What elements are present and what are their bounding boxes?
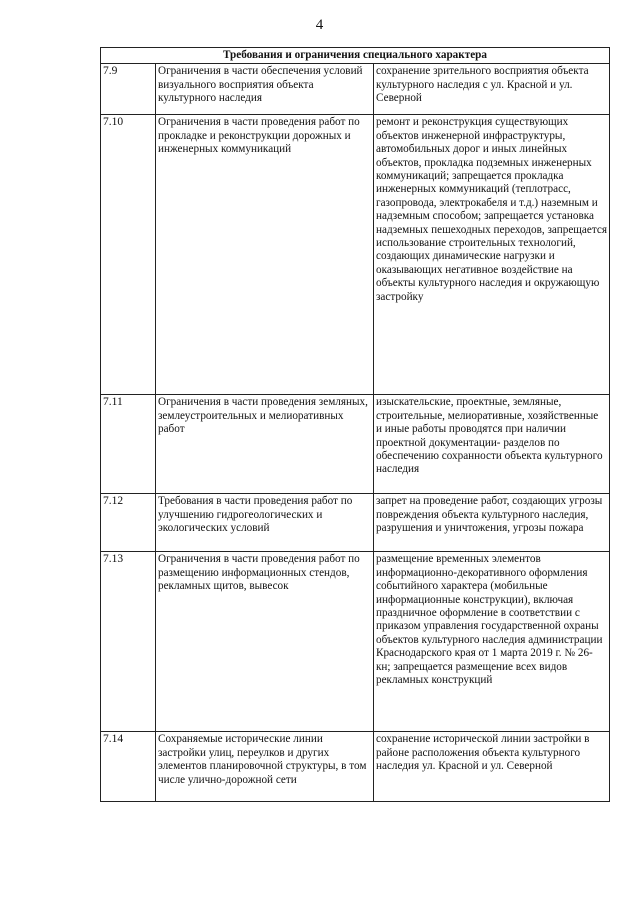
table-header-row [101, 48, 610, 64]
restriction-content: сохранение зрительного восприятия объекта культурного наследия с ул. Красной и ул. Северной [374, 64, 610, 115]
table-row [101, 64, 610, 115]
restriction-title: Ограничения в части проведения работ по размещению информационных стендов, рекламных щитов, вывесок [156, 552, 374, 732]
table-row [101, 395, 610, 494]
table-row [101, 494, 610, 552]
table-header: Требования и ограничения специального характера [101, 48, 610, 64]
restriction-content: ремонт и реконструкция существующих объектов инженерной инфраструктуры, автомобильных дорог и иных линейных объектов, прокладка подземных инженерных коммуникаций; запрещается прокладка инженерных коммуникаций (теплотрасс, газопровода, электрокабеля и т.д.) наземным и надземным способом; запрещается установка надземных пешеходных переходов, запрещается использование строительных технологий, создающих динамические нагрузки и оказывающих негативное воздействие на объекты культурного наследия и окружающую застройку [374, 115, 610, 395]
page-number: 4 [315, 17, 324, 33]
restriction-content: размещение временных элементов информационно-декоративного оформления событийного характера (мобильные информационные конструкции), включая праздничное оформление в соответствии с приказом управления государственной охраны объектов культурного наследия администрации Краснодарского края от 1 марта 2019 г. № 26-кн; запрещается размещение всех видов рекламных конструкций [374, 552, 610, 732]
row-number: 7.13 [101, 552, 156, 732]
restriction-title: Сохраняемые исторические линии застройки улиц, переулков и других элементов планировочной структуры, в том числе улично-дорожной сети [156, 732, 374, 802]
table-row [101, 115, 610, 395]
requirements-table [100, 47, 610, 802]
restriction-title: Требования в части проведения работ по улучшению гидрогеологических и экологических условий [156, 494, 374, 552]
row-number: 7.12 [101, 494, 156, 552]
restriction-content: изыскательские, проектные, земляные, строительные, мелиоративные, хозяйственные и иные работы проводятся при наличии проектной документации- разделов по обеспечению сохранности объекта культурного наследия [374, 395, 610, 494]
restriction-title: Ограничения в части обеспечения условий визуального восприятия объекта культурного наследия [156, 64, 374, 115]
row-number: 7.14 [101, 732, 156, 802]
row-number: 7.10 [101, 115, 156, 395]
restriction-content: запрет на проведение работ, создающих угрозы повреждения объекта культурного наследия, разрушения и уничтожения, угрозы пожара [374, 494, 610, 552]
row-number: 7.9 [101, 64, 156, 115]
restriction-title: Ограничения в части проведения земляных, землеустроительных и мелиоративных работ [156, 395, 374, 494]
restriction-content: сохранение исторической линии застройки в районе расположения объекта культурного наследия ул. Красной и ул. Северной [374, 732, 610, 802]
table-row [101, 732, 610, 802]
restriction-title: Ограничения в части проведения работ по прокладке и реконструкции дорожных и инженерных коммуникаций [156, 115, 374, 395]
row-number: 7.11 [101, 395, 156, 494]
table-row [101, 552, 610, 732]
